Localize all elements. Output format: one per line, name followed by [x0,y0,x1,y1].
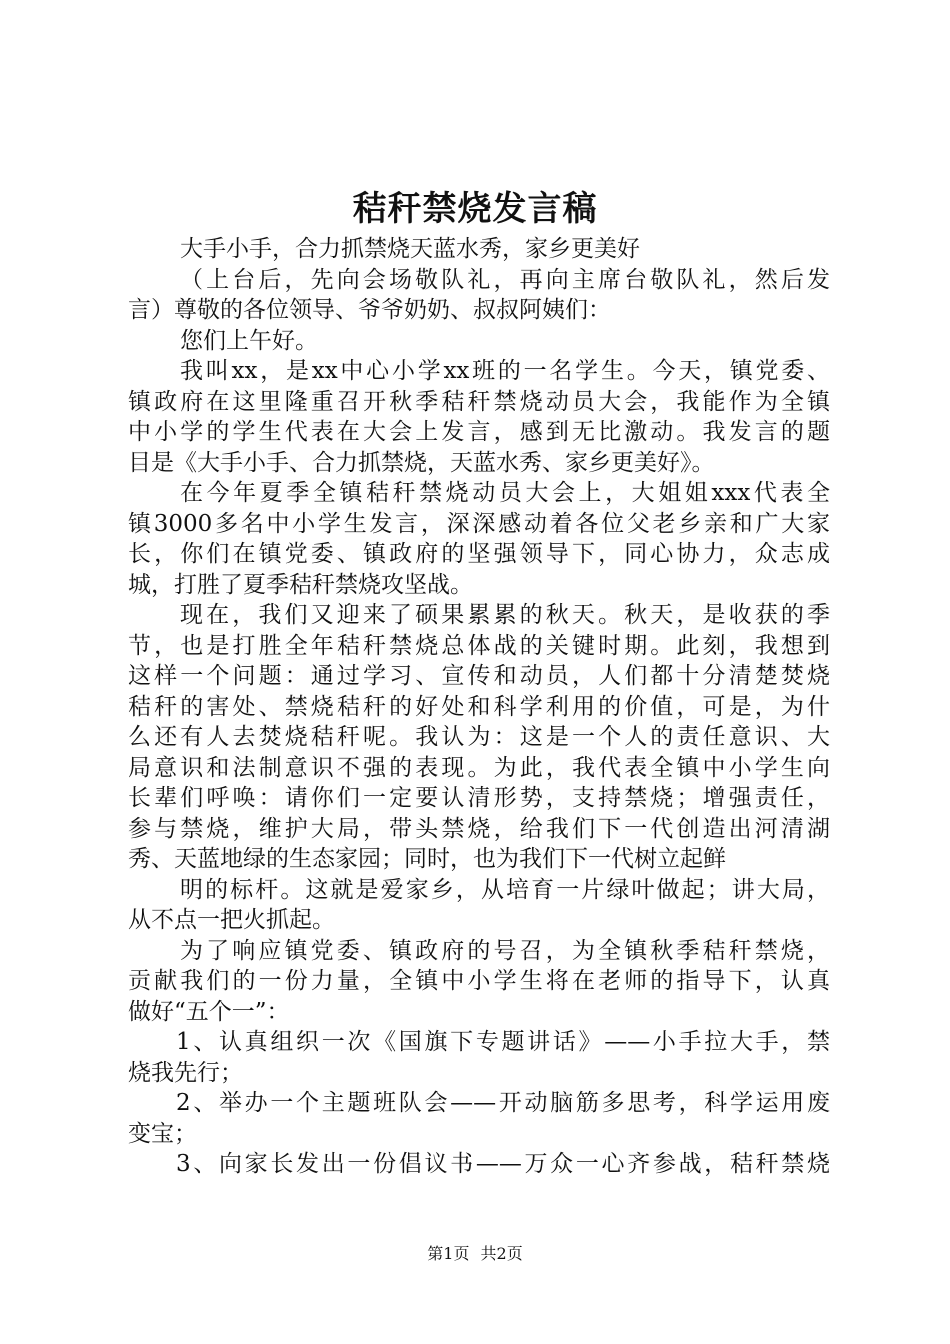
body-line: 秸秆的害处、禁烧秸秆的好处和科学利用的价值，可是，为什 [128,693,830,720]
body-line: 现在，我们又迎来了硕果累累的秋天。秋天，是收获的季 [180,602,830,628]
list-item: 3、向家长发出一份倡议书——万众一心齐参战，秸秆禁烧 [176,1151,830,1177]
body-line: （上台后，先向会场敬队礼，再向主席台敬队礼，然后发 [180,266,830,293]
body-line: 城，打胜了夏季秸秆禁烧攻坚战。 [128,571,473,598]
body-line: 长辈们呼唤：请你们一定要认清形势，支持禁烧；增强责任， [128,785,830,811]
body-line: 秀、天蓝地绿的生态家园；同时，也为我们下一代树立起鲜 [128,846,726,872]
document-title: 秸秆禁烧发言稿 [352,189,598,229]
list-item: 1、认真组织一次《国旗下专题讲话》——小手拉大手，禁 [176,1029,830,1055]
page-number: 第1页 [427,1244,470,1263]
body-line: 贡献我们的一份力量，全镇中小学生将在老师的指导下，认真 [128,968,830,994]
body-line: 从不点一把火抓起。 [128,907,335,933]
list-item: 2、举办一个主题班队会——开动脑筋多思考，科学运用废 [176,1090,830,1116]
body-line: 明的标杆。这就是爱家乡，从培育一片绿叶做起；讲大局， [180,876,830,903]
body-line: 么还有人去焚烧秸秆呢。我认为：这是一个人的责任意识、大 [128,724,830,750]
page-footer [0,1244,950,1264]
body-line: 局意识和法制意识不强的表现。为此，我代表全镇中小学生向 [128,754,830,781]
body-line: 在今年夏季全镇秸秆禁烧动员大会上，大姐姐xxx代表全 [180,480,830,506]
body-line: 这样一个问题：通过学习、宣传和动员，人们都十分清楚焚烧 [128,663,830,689]
body-line: 做好“五个一”： [128,998,290,1025]
body-line: 变宝； [128,1120,197,1147]
body-line: 目是《大手小手、合力抓禁烧，天蓝水秀、家乡更美好》。 [128,449,715,476]
body-line: 镇3000多名中小学生发言，深深感动着各位父老乡亲和广大家 [128,510,830,537]
body-line: 镇政府在这里隆重召开秋季秸秆禁烧动员大会，我能作为全镇 [128,388,830,415]
body-line: 您们上午好。 [180,327,318,354]
subtitle-line: 大手小手，合力抓禁烧天蓝水秀，家乡更美好 [180,236,640,262]
body-line: 长，你们在镇党委、镇政府的坚强领导下，同心协力，众志成 [128,541,830,567]
page-total: 共2页 [480,1244,523,1263]
body-line: 为了响应镇党委、镇政府的号召，为全镇秋季秸秆禁烧， [180,937,830,964]
body-line: 言）尊敬的各位领导、爷爷奶奶、叔叔阿姨们： [128,297,611,323]
document-body [128,234,830,1180]
body-line: 中小学的学生代表在大会上发言，感到无比激动。我发言的题 [128,419,830,445]
body-line: 节，也是打胜全年秸秆禁烧总体战的关键时期。此刻，我想到 [128,632,830,659]
body-line: 参与禁烧，维护大局，带头禁烧，给我们下一代创造出河清湖 [128,815,830,842]
body-line: 我叫xx，是xx中心小学xx班的一名学生。今天，镇党委、 [180,358,830,384]
body-line: 烧我先行； [128,1059,243,1086]
